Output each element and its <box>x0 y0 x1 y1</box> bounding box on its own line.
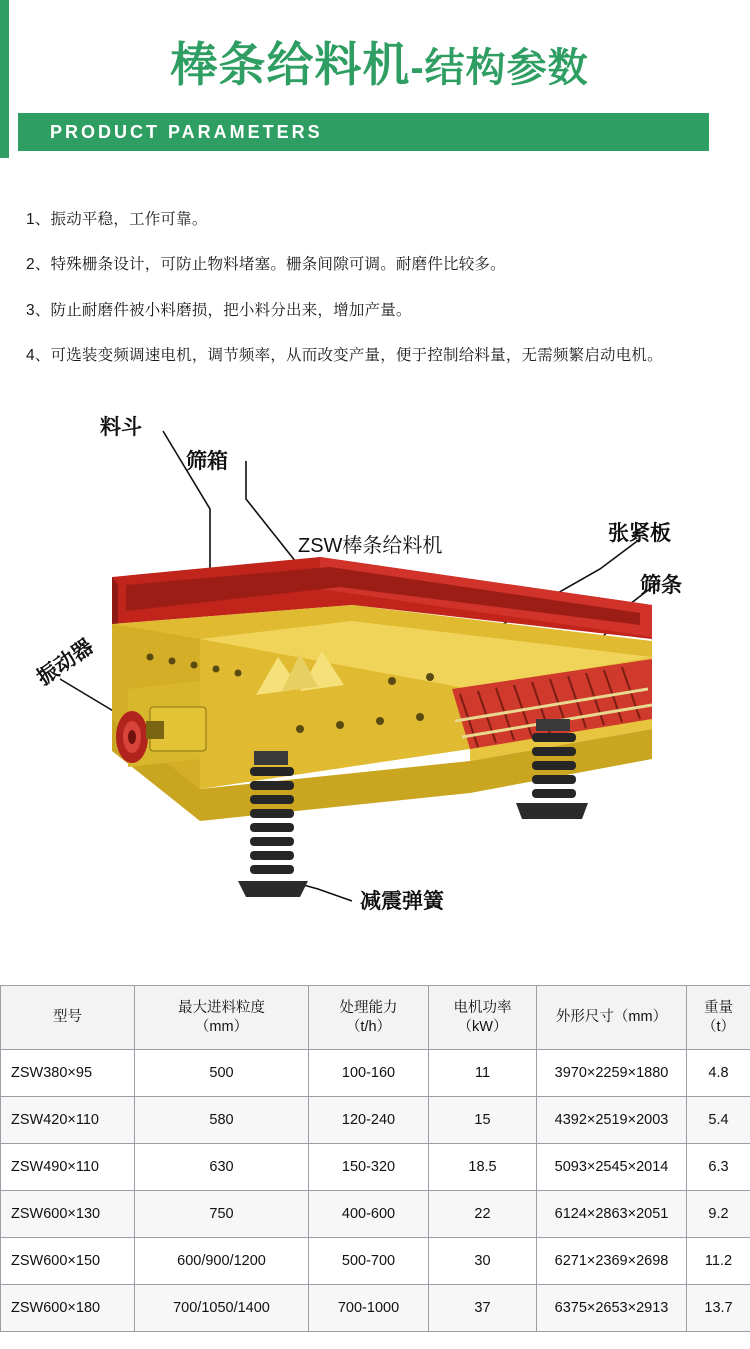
feature-item: 3、防止耐磨件被小料磨损，把小料分出来，增加产量。 <box>26 301 412 319</box>
table-header-cell <box>537 986 687 1050</box>
table-cell-weight: 4.8 <box>687 1050 750 1097</box>
table-header-line1: 外形尺寸（mm） <box>555 1009 668 1026</box>
feature-item: 1、振动平稳，工作可靠。 <box>26 211 208 228</box>
page-subtitle: -结构参数 <box>410 46 589 90</box>
table-header-line2: （kW） <box>457 1018 508 1035</box>
callout-label-screen-box: 筛箱 <box>186 450 228 473</box>
product-diagram <box>0 389 750 974</box>
callout-label-screen-bar: 筛条 <box>640 574 682 597</box>
table-row <box>1 1191 750 1238</box>
table-cell-capacity: 500-700 <box>309 1238 429 1285</box>
table-row <box>1 1097 750 1144</box>
table-header-line2: （t/h） <box>345 1018 392 1035</box>
table-cell-feed-size: 580 <box>135 1097 309 1144</box>
table-cell-power: 15 <box>429 1097 537 1144</box>
table-cell-power: 37 <box>429 1285 537 1332</box>
table-cell-feed-size: 750 <box>135 1191 309 1238</box>
table-cell-weight: 6.3 <box>687 1144 750 1191</box>
callout-label-vibrator: 振动器 <box>32 634 98 690</box>
table-cell-capacity: 400-600 <box>309 1191 429 1238</box>
table-cell-model: ZSW600×180 <box>1 1285 135 1332</box>
table-cell-weight: 13.7 <box>687 1285 750 1332</box>
table-header-cell <box>687 986 750 1050</box>
spec-table-container <box>0 985 750 1332</box>
table-header-line2: （mm） <box>194 1018 249 1035</box>
table-row <box>1 1238 750 1285</box>
feature-item: 4、可选装变频调速电机，调节频率，从而改变产量，便于控制给料量，无需频繁启动电机。 <box>26 346 663 364</box>
vibrator-assembly <box>116 681 206 767</box>
product-parameters-banner-label: PRODUCT PARAMETERS <box>50 121 323 142</box>
page-header <box>0 0 750 158</box>
table-cell-power: 11 <box>429 1050 537 1097</box>
table-row <box>1 1285 750 1332</box>
table-cell-weight: 11.2 <box>687 1238 750 1285</box>
table-cell-model: ZSW380×95 <box>1 1050 135 1097</box>
feature-item: 2、特殊栅条设计，可防止物料堵塞。栅条间隙可调。耐磨件比较多。 <box>26 256 506 274</box>
table-row <box>1 1144 750 1191</box>
table-cell-model: ZSW420×110 <box>1 1097 135 1144</box>
callout-label-hopper: 料斗 <box>100 416 142 439</box>
spec-table <box>0 985 750 1332</box>
callout-label-tension-plate: 张紧板 <box>608 522 671 545</box>
table-cell-dimensions: 3970×2259×1880 <box>537 1050 687 1097</box>
table-cell-model: ZSW600×150 <box>1 1238 135 1285</box>
table-header-row <box>1 986 750 1050</box>
table-cell-weight: 5.4 <box>687 1097 750 1144</box>
table-cell-dimensions: 4392×2519×2003 <box>537 1097 687 1144</box>
table-row <box>1 1050 750 1097</box>
table-cell-capacity: 100-160 <box>309 1050 429 1097</box>
table-header-line1: 重量 <box>704 1000 733 1017</box>
table-cell-model: ZSW600×130 <box>1 1191 135 1238</box>
table-cell-feed-size: 500 <box>135 1050 309 1097</box>
table-cell-power: 18.5 <box>429 1144 537 1191</box>
table-cell-feed-size: 600/900/1200 <box>135 1238 309 1285</box>
callout-label-damping-spring: 减震弹簧 <box>360 890 444 913</box>
product-parameters-banner <box>18 113 709 151</box>
table-cell-capacity: 150-320 <box>309 1144 429 1191</box>
table-cell-dimensions: 6375×2653×2913 <box>537 1285 687 1332</box>
table-cell-dimensions: 5093×2545×2014 <box>537 1144 687 1191</box>
page-title: 棒条给料机 <box>170 38 411 91</box>
table-cell-weight: 9.2 <box>687 1191 750 1238</box>
diagram-center-label: ZSW棒条给料机 <box>298 535 443 557</box>
table-cell-model: ZSW490×110 <box>1 1144 135 1191</box>
table-header-cell <box>1 986 135 1050</box>
table-cell-capacity: 120-240 <box>309 1097 429 1144</box>
table-cell-power: 30 <box>429 1238 537 1285</box>
table-header-line1: 最大进料粒度 <box>178 1000 265 1017</box>
title-row <box>9 0 750 95</box>
table-cell-dimensions: 6124×2863×2051 <box>537 1191 687 1238</box>
table-cell-dimensions: 6271×2369×2698 <box>537 1238 687 1285</box>
table-header-line1: 型号 <box>53 1009 82 1026</box>
table-header-cell <box>135 986 309 1050</box>
table-cell-feed-size: 630 <box>135 1144 309 1191</box>
table-header-line1: 电机功率 <box>453 1000 512 1017</box>
table-cell-feed-size: 700/1050/1400 <box>135 1285 309 1332</box>
table-header-line1: 处理能力 <box>339 1000 398 1017</box>
table-header-cell <box>429 986 537 1050</box>
table-cell-capacity: 700-1000 <box>309 1285 429 1332</box>
table-cell-power: 22 <box>429 1191 537 1238</box>
table-header-line2: （t） <box>701 1018 736 1035</box>
feature-list <box>0 158 750 367</box>
table-header-cell <box>309 986 429 1050</box>
